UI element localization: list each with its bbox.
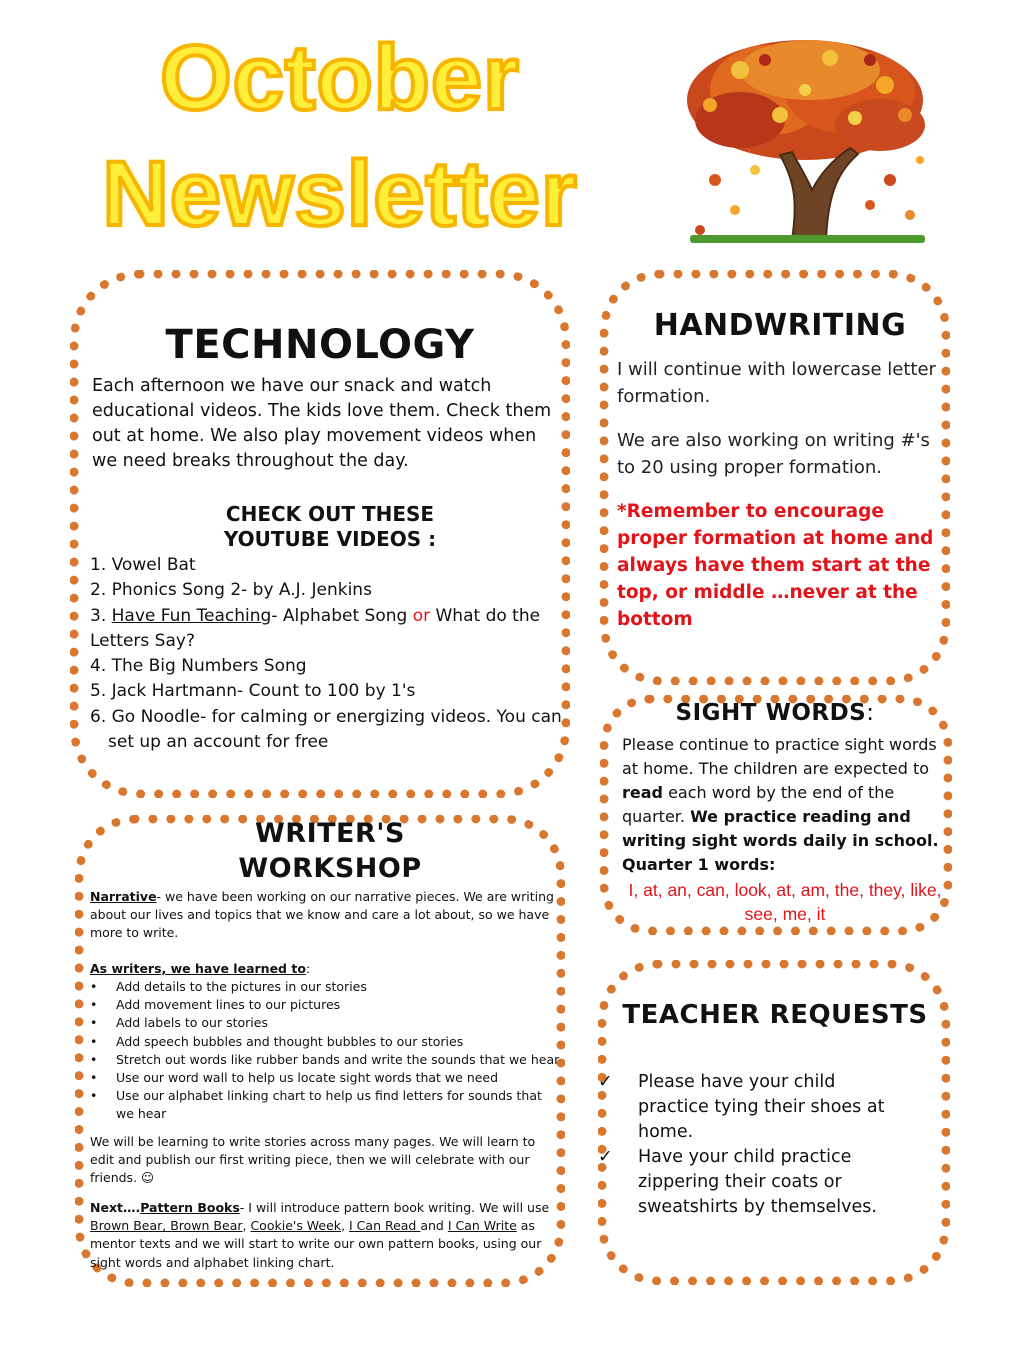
pattern-books-label: Pattern Books: [140, 1200, 240, 1215]
book-i-can-read: I Can Read: [349, 1218, 421, 1234]
quarter-1-label: Quarter 1 words:: [622, 855, 776, 874]
video-item-3: [90, 604, 565, 655]
youtube-subheading-line-2: YOUTUBE VIDEOS :: [223, 527, 437, 551]
next-label: Next….: [90, 1200, 141, 1215]
pattern-books-end: as mentor texts and we will start to write our own pattern books, using our sight words and alphabet linking chart.: [90, 1218, 542, 1270]
youtube-video-list: [90, 553, 565, 755]
narrative-label: Narrative: [90, 889, 157, 904]
pattern-books-paragraph: [90, 1199, 555, 1272]
teacher-requests-list: [598, 1070, 898, 1220]
learned-bullet-4: • Add speech bubbles and thought bubbles to our stories: [90, 1033, 560, 1051]
handwriting-reminder: *Remember to encourage proper formation at home and always have them start at the top, or middle …never at the bottom: [617, 501, 934, 630]
video-item-3-or: or: [412, 605, 431, 626]
video-item-3-suffix: What do the Letters Say?: [90, 605, 541, 651]
youtube-subheading-line-1: CHECK OUT THESE: [225, 502, 435, 526]
narrative-text: - we have been working on our narrative pieces. We are writing about our lives and topics that we know and care a lot about, so we have more to write.: [90, 889, 554, 941]
technology-heading: TECHNOLOGY: [165, 322, 475, 368]
grass: [690, 235, 925, 243]
video-item-3-middle: - Alphabet Song: [271, 605, 413, 626]
video-item-5: 5. Jack Hartmann- Count to 100 by 1's: [90, 681, 416, 702]
learned-colon: :: [305, 961, 311, 976]
sight-words-paragraph: [622, 733, 947, 877]
teacher-request-1: [598, 1070, 898, 1145]
youtube-subheading: [170, 502, 490, 552]
book-separator-3: and: [420, 1218, 448, 1234]
book-brown-bear: Brown Bear, Brown Bear: [90, 1218, 243, 1234]
autumn-tree-illustration: [680, 30, 935, 248]
book-separator-1: ,: [242, 1218, 251, 1234]
teacher-requests-heading: TEACHER REQUESTS: [622, 1000, 928, 1030]
video-item-1: 1. Vowel Bat: [90, 555, 196, 575]
book-i-can-write: I Can Write: [447, 1218, 517, 1234]
learned-bullet-5: • Stretch out words like rubber bands and write the sounds that we hear: [90, 1051, 560, 1069]
video-item-6: 6. Go Noodle- for calming or energizing videos. You can set up an account for free: [90, 706, 562, 753]
book-cookies-week: Cookie's Week: [250, 1218, 342, 1234]
writers-workshop-heading-line-1: WRITER'S: [255, 818, 405, 849]
technology-intro: Each afternoon we have our snack and watch educational videos. The kids love them. Check them out at home. We also play movement videos when we need breaks throughout the day.: [92, 376, 552, 471]
learned-bullet-list: [90, 978, 560, 1124]
video-item-2: 2. Phonics Song 2- by A.J. Jenkins: [90, 580, 372, 601]
have-fun-teaching-link[interactable]: Have Fun Teaching: [111, 605, 272, 626]
tree-trunk: [780, 148, 858, 240]
multi-page-stories-paragraph: We will be learning to write stories across many pages. We will learn to edit and publish our first writing piece, then we will celebrate with our friends. ☺: [90, 1134, 536, 1186]
video-item-4: 4. The Big Numbers Song: [90, 656, 307, 677]
checkmark-icon: ✓: [598, 1072, 613, 1092]
teacher-request-2: [598, 1145, 898, 1220]
narrative-paragraph: [90, 888, 555, 943]
sight-words-text-b: each word by the end of the quarter.: [622, 783, 895, 826]
checkmark-icon: ✓: [598, 1147, 613, 1167]
learned-label: As writers, we have learned to: [90, 961, 306, 976]
title-line-1: October: [160, 27, 520, 129]
teacher-request-1-text: Please have your child practice tying their shoes at home.: [638, 1072, 885, 1142]
learned-label-line: [90, 960, 555, 978]
teacher-request-2-text: Have your child practice zippering their coats or sweatshirts by themselves.: [638, 1147, 877, 1217]
handwriting-heading: HANDWRITING: [653, 308, 907, 343]
sight-words-read: read: [622, 783, 663, 802]
pattern-books-text: - I will introduce pattern book writing. We will use: [239, 1200, 550, 1215]
tree-canopy: [687, 40, 925, 160]
learned-bullet-6: • Use our word wall to help us locate sight words that we need: [90, 1069, 560, 1087]
handwriting-paragraph-2: We are also working on writing #'s to 20 using proper formation.: [617, 430, 930, 478]
sight-words-heading-colon: :: [866, 700, 875, 726]
handwriting-paragraph-1: I will continue with lowercase letter formation.: [617, 359, 936, 407]
writers-workshop-heading-line-2: WORKSHOP: [238, 853, 422, 884]
video-item-3-prefix: 3.: [90, 605, 112, 626]
book-separator-2: ,: [341, 1218, 350, 1234]
sight-words-heading-text: SIGHT WORDS: [675, 700, 867, 726]
sight-words-heading: [610, 700, 940, 726]
writers-workshop-heading: [200, 816, 460, 886]
sight-words-text-a: Please continue to practice sight words at home. The children are expected to: [622, 735, 937, 778]
sight-words-bold: We practice reading and writing sight words daily in school.: [622, 807, 939, 850]
learned-bullet-7: • Use our alphabet linking chart to help us find letters for sounds that we hear: [90, 1087, 560, 1123]
quarter-1-words: I, at, an, can, look, at, am, the, they, like, see, me, it: [628, 880, 942, 924]
title-line-2: Newsletter: [102, 143, 578, 245]
learned-bullet-1: • Add details to the pictures in our stories: [90, 978, 560, 996]
learned-bullet-3: • Add labels to our stories: [90, 1014, 560, 1032]
newsletter-title: [60, 20, 620, 252]
learned-bullet-2: • Add movement lines to our pictures: [90, 996, 560, 1014]
